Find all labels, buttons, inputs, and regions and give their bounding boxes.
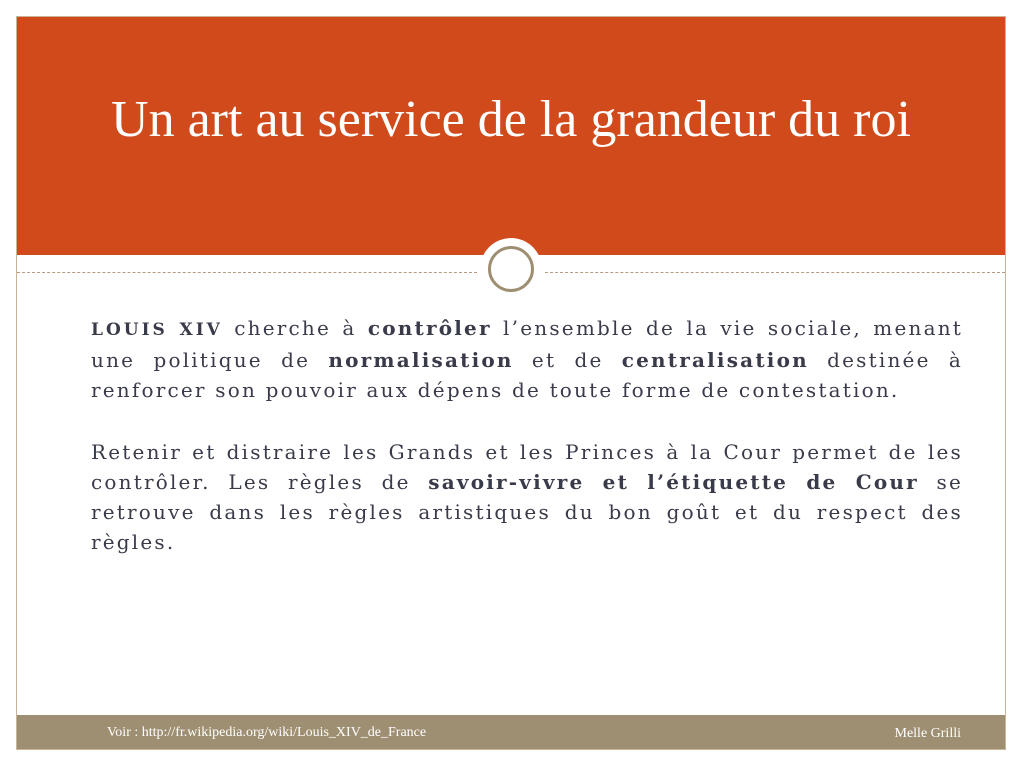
keyword-controler: contrôler — [367, 316, 492, 340]
ornament-ring — [488, 246, 534, 292]
keyword-normalisation: normalisation — [328, 348, 514, 372]
circle-ornament-icon — [480, 238, 542, 300]
keyword-centralisation: centralisation — [621, 348, 809, 372]
slide-title: Un art au service de la grandeur du roi — [111, 91, 911, 148]
author-name: Melle Grilli — [894, 726, 961, 741]
divider-right — [545, 272, 1005, 273]
text-segment: cherche à — [222, 316, 368, 340]
text-segment: se retrouve dans les règles artistiques du bon goût et du respect des règles. — [91, 470, 964, 554]
text-segment: et de — [513, 348, 622, 372]
title-banner — [17, 17, 1005, 255]
louis-xiv-label: LOUIS XIV — [91, 320, 223, 340]
footer-bar — [17, 715, 1005, 749]
paragraph-cour — [91, 437, 963, 557]
paragraph-louis-xiv — [91, 313, 963, 405]
text-segment: l’ensemble de la vie sociale, menant une politique de — [91, 316, 964, 372]
slide — [16, 16, 1006, 750]
source-link[interactable]: Voir : http://fr.wikipedia.org/wiki/Louis_XIV_de_France — [107, 725, 427, 740]
slide-body — [91, 313, 963, 589]
text-segment: Retenir et distraire les Grands et les Princes à la Cour permet de les contrôler. Les règles de — [91, 440, 963, 494]
keyword-savoir-vivre: savoir-vivre et l’étiquette de Cour — [428, 470, 919, 494]
divider-left — [17, 272, 477, 273]
text-segment: destinée à renforcer son pouvoir aux dépens de toute forme de contestation. — [91, 348, 963, 402]
